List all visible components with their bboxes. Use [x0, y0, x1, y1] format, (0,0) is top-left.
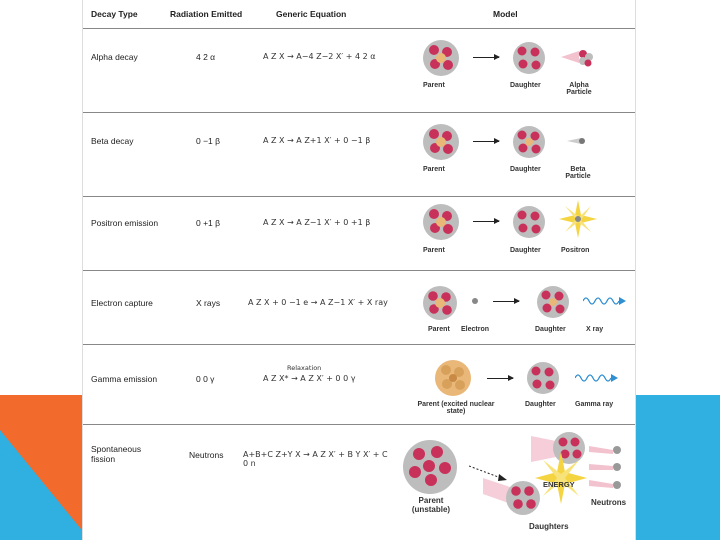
positron-burst-icon [559, 200, 597, 238]
radiation-emitted: 0 −1 β [196, 136, 221, 146]
unstable-parent-nucleus-icon [401, 438, 459, 496]
daughter-nucleus-icon [535, 284, 571, 320]
decay-type-label: Beta decay [91, 136, 134, 146]
beta-particle-label: Beta Particle [565, 166, 591, 180]
alpha-particle-label: Alpha Particle [566, 82, 592, 96]
parent-nucleus-icon [421, 38, 461, 78]
generic-equation: A Z X* → A Z X′ + 0 0 γ [263, 374, 356, 383]
daughter-label: Daughter [535, 326, 566, 333]
table-row-alpha [83, 28, 635, 113]
parent-label: Parent [423, 82, 445, 89]
daughter-nucleus-icon [511, 124, 547, 160]
parent-label: Parent [423, 166, 445, 173]
neutrons-label: Neutrons [591, 498, 627, 507]
decay-type-label: Spontaneous fission [91, 444, 142, 464]
relaxation-label: Relaxation [287, 364, 322, 372]
generic-equation: A+B+C Z+Y X → A Z X′ + B Y X′ + C 0 n [243, 450, 388, 468]
table-row-spontaneous-fission [83, 424, 635, 540]
header-decay-type: Decay Type [91, 9, 138, 19]
radiation-emitted: Neutrons [189, 450, 224, 460]
electron-label: Electron [461, 326, 490, 333]
daughters-label: Daughters [529, 522, 569, 531]
x-ray-wave-icon [583, 295, 627, 307]
table-row-beta [83, 112, 635, 197]
gamma-ray-label: Gamma ray [575, 401, 614, 408]
reaction-arrow [487, 378, 513, 379]
radiation-emitted: 0 0 γ [196, 374, 215, 384]
reaction-arrow [473, 57, 499, 58]
daughter-label: Daughter [510, 166, 541, 173]
generic-equation: A Z X → A Z+1 X′ + 0 −1 β [263, 136, 371, 145]
decay-type-label: Alpha decay [91, 52, 138, 62]
generic-equation: A Z X → A−4 Z−2 X′ + 4 2 α [263, 52, 376, 61]
daughter-nucleus-icon [511, 40, 547, 76]
beta-particle-icon [567, 136, 587, 146]
parent-excited-label: Parent (excited nuclear state) [417, 401, 495, 415]
table-row-positron [83, 196, 635, 271]
radiation-emitted: 0 +1 β [196, 218, 221, 228]
header-generic-equation: Generic Equation [276, 9, 347, 19]
blue-decoration [634, 395, 720, 540]
gamma-ray-wave-icon [575, 372, 619, 384]
decay-type-label: Electron capture [91, 298, 153, 308]
energy-burst-icon [535, 452, 587, 504]
daughter-label: Daughter [510, 82, 541, 89]
parent-nucleus-icon [421, 284, 459, 322]
neutron-particles-icon [589, 440, 629, 500]
decay-table [82, 0, 636, 540]
daughter-label: Daughter [510, 247, 541, 254]
reaction-arrow [473, 141, 499, 142]
table-row-gamma-emission [83, 344, 635, 425]
table-header [83, 0, 635, 29]
parent-nucleus-icon [421, 122, 461, 162]
excited-parent-nucleus-icon [433, 358, 473, 398]
decay-type-label: Positron emission [91, 218, 159, 228]
parent-label: Parent [428, 326, 450, 333]
radiation-emitted: X rays [196, 298, 221, 308]
parent-label: Parent [423, 247, 445, 254]
daughter-nucleus-bottom-icon [483, 474, 543, 518]
generic-equation: A Z X → A Z−1 X′ + 0 +1 β [263, 218, 371, 227]
radiation-emitted: 4 2 α [196, 52, 216, 62]
x-ray-label: X ray [586, 326, 604, 333]
parent-nucleus-icon [421, 202, 461, 242]
reaction-arrow [473, 221, 499, 222]
header-radiation-emitted: Radiation Emitted [170, 9, 243, 19]
daughter-nucleus-icon [511, 204, 547, 240]
electron-icon [471, 297, 479, 305]
decay-type-label: Gamma emission [91, 374, 158, 384]
daughter-label: Daughter [525, 401, 556, 408]
alpha-particle-icon [561, 46, 595, 68]
blue-triangle-decoration [0, 430, 90, 540]
header-model: Model [493, 9, 518, 19]
table-row-electron-capture [83, 270, 635, 345]
energy-label: ENERGY [543, 480, 575, 489]
reaction-arrow [493, 301, 519, 302]
parent-unstable-label: Parent (unstable) [411, 496, 451, 514]
daughter-nucleus-icon [525, 360, 561, 396]
generic-equation: A Z X + 0 −1 e → A Z−1 X′ + X ray [248, 298, 388, 307]
positron-label: Positron [561, 247, 590, 254]
